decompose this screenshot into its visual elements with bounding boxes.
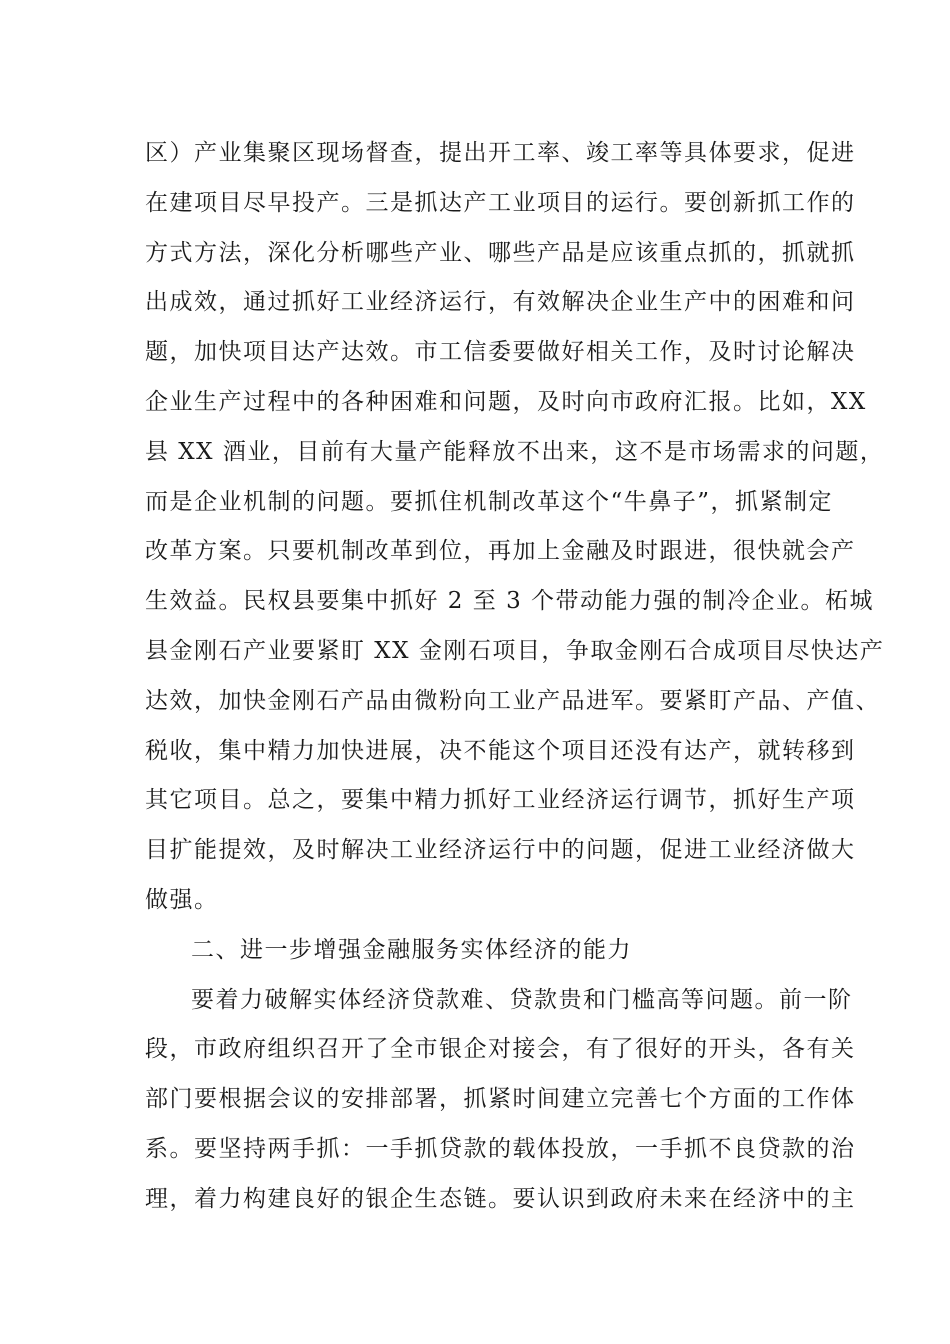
text-line: 达效，加快金刚石产品由微粉向工业产品进军。要紧盯产品、产值、 [145,687,880,714]
text-line: 系。要坚持两手抓：一手抓贷款的载体投放，一手抓不良贷款的治 [145,1135,856,1162]
text-line: 县 XX 酒业，目前有大量产能释放不出来，这不是市场需求的问题， [145,438,885,465]
text-line: 二、进一步增强金融服务实体经济的能力 [191,936,632,963]
text-line: 要着力破解实体经济贷款难、贷款贵和门槛高等问题。前一阶 [191,986,853,1013]
text-line: 生效益。民权县要集中抓好 2 至 3 个带动能力强的制冷企业。柘城 [145,588,875,615]
text-line: 目扩能提效，及时解决工业经济运行中的问题，促进工业经济做大 [145,837,856,864]
text-line: 方式方法，深化分析哪些产业、哪些产品是应该重点抓的，抓就抓 [145,239,856,266]
body-text [145,129,885,1225]
text-line: 出成效，通过抓好工业经济运行，有效解决企业生产中的困难和问 [145,289,856,316]
text-line: 做强。 [145,886,219,913]
text-line: 题，加快项目达产达效。市工信委要做好相关工作，及时讨论解决 [145,339,856,366]
text-line: 而是企业机制的问题。要抓住机制改革这个“牛鼻子”，抓紧制定 [145,488,834,515]
text-line: 县金刚石产业要紧盯 XX 金刚石项目，争取金刚石合成项目尽快达产 [145,637,885,664]
text-line: 段，市政府组织召开了全市银企对接会，有了很好的开头，各有关 [145,1036,856,1063]
text-line: 理，着力构建良好的银企生态链。要认识到政府未来在经济中的主 [145,1185,856,1212]
text-line: 其它项目。总之，要集中精力抓好工业经济运行调节，抓好生产项 [145,787,856,814]
text-line: 税收，集中精力加快进展，决不能这个项目还没有达产，就转移到 [145,737,856,764]
text-line: 改革方案。只要机制改革到位，再加上金融及时跟进，很快就会产 [145,538,856,565]
text-line: 区）产业集聚区现场督查，提出开工率、竣工率等具体要求，促进 [145,140,856,166]
text-line: 部门要根据会议的安排部署，抓紧时间建立完善七个方面的工作体 [145,1086,856,1113]
text-line: 企业生产过程中的各种困难和问题，及时向市政府汇报。比如，XX [145,388,867,415]
text-line: 在建项目尽早投产。三是抓达产工业项目的运行。要创新抓工作的 [145,189,856,216]
